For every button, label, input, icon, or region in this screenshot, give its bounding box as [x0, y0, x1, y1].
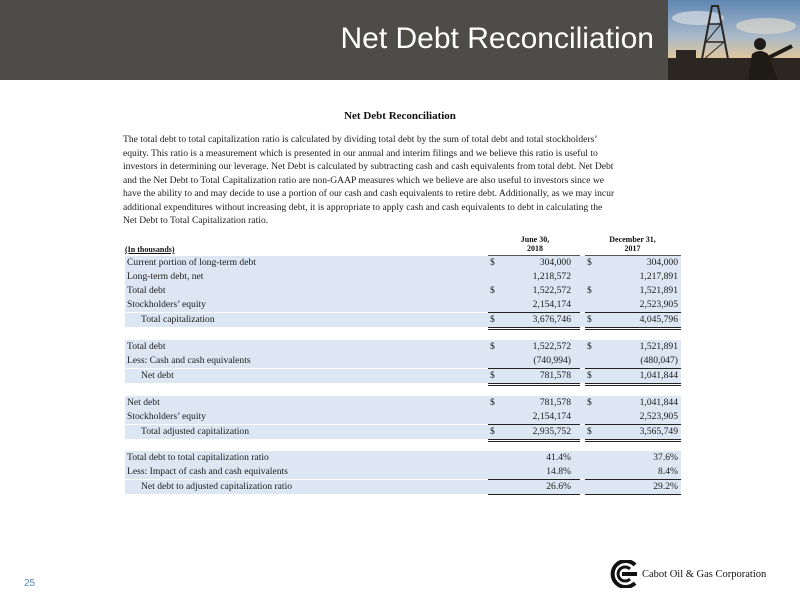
total-rule: [585, 385, 681, 386]
company-logo: [608, 560, 638, 588]
currency-sign: $: [490, 257, 495, 268]
total-rule: [488, 439, 580, 440]
value-december-2017: 2,523,905: [639, 299, 678, 310]
intro-line: The total debt to total capitalization ratio is calculated by dividing total debt by the sum of total debt and total stockholders’: [123, 134, 598, 145]
value-december-2017: 29.2%: [653, 481, 678, 492]
table-row: [125, 313, 681, 327]
currency-sign: $: [587, 285, 592, 296]
row-label: Stockholders’ equity: [127, 411, 206, 422]
total-rule: [585, 329, 681, 330]
table-row: [125, 451, 681, 465]
table-row: [125, 256, 681, 270]
currency-sign: $: [587, 314, 592, 325]
row-label: Total debt: [127, 341, 166, 352]
value-june-2018: 781,578: [539, 397, 571, 408]
row-label: Net debt: [127, 397, 160, 408]
value-december-2017: 1,041,844: [639, 370, 678, 381]
intro-paragraph: [123, 133, 683, 228]
value-december-2017: 2,523,905: [639, 411, 678, 422]
units-label: (In thousands): [125, 245, 175, 254]
table-row: [125, 284, 681, 298]
value-december-2017: 1,217,891: [639, 271, 678, 282]
value-december-2017: 3,565,749: [639, 426, 678, 437]
currency-sign: $: [490, 426, 495, 437]
row-label: Net debt to adjusted capitalization ratio: [141, 481, 293, 492]
cabot-logo-icon: [608, 560, 638, 588]
value-december-2017: (480,047): [640, 355, 678, 366]
table-row: [125, 369, 681, 383]
value-june-2018: 26.6%: [546, 481, 571, 492]
currency-sign: $: [490, 370, 495, 381]
row-label: Stockholders’ equity: [127, 299, 206, 310]
intro-line: investors in determining our leverage. Net Debt is calculated by subtracting cash and cash equivalents from total debt. Net Debt: [123, 161, 614, 172]
page-number: 25: [24, 578, 36, 589]
total-rule: [585, 383, 681, 384]
header-photo: [668, 0, 800, 80]
intro-line: and the Net Debt to Total Capitalization ratio are non-GAAP measures which we believe are also useful to investors since we: [123, 174, 605, 186]
table-row: [125, 354, 681, 368]
value-december-2017: 8.4%: [658, 466, 678, 477]
currency-sign: $: [587, 257, 592, 268]
currency-sign: $: [490, 285, 495, 296]
currency-sign: $: [490, 341, 495, 352]
value-june-2018: 2,154,174: [532, 299, 571, 310]
value-june-2018: 2,154,174: [532, 411, 571, 422]
column-header-december-2017: December 31, 2017: [609, 235, 656, 253]
currency-sign: $: [587, 397, 592, 408]
company-name: Cabot Oil & Gas Corporation: [642, 569, 767, 580]
value-december-2017: 304,000: [646, 257, 678, 268]
total-rule: [585, 494, 681, 495]
value-june-2018: 41.4%: [546, 452, 571, 463]
slide-title: Net Debt Reconciliation: [340, 22, 654, 55]
table-row: [125, 298, 681, 312]
value-june-2018: 1,218,572: [532, 271, 571, 282]
currency-sign: $: [587, 341, 592, 352]
intro-line: equity. This ratio is a measurement which is presented in our annual and interim filings and we believe this ratio is useful to: [123, 147, 598, 159]
intro-line: Net Debt to Total Capitalization ratio.: [123, 215, 269, 226]
value-june-2018: (740,994): [533, 355, 571, 366]
value-december-2017: 1,521,891: [639, 341, 678, 352]
row-label: Current portion of long-term debt: [127, 257, 256, 268]
slide-header-bar: [0, 0, 668, 80]
table-row: [125, 270, 681, 284]
total-rule: [488, 329, 580, 330]
value-december-2017: 4,045,796: [639, 314, 678, 325]
table-row: [125, 410, 681, 424]
row-label: Long-term debt, net: [127, 271, 204, 282]
table-row: [125, 340, 681, 354]
intro-line: additional expenditures without increasing debt, it is appropriate to apply cash and cash equivalents to debt in calculating the: [123, 201, 603, 213]
currency-sign: $: [490, 397, 495, 408]
row-label: Net debt: [141, 370, 174, 381]
row-label: Less: Impact of cash and cash equivalents: [127, 466, 288, 477]
value-june-2018: 3,676,746: [532, 314, 571, 325]
table-row: [125, 465, 681, 479]
value-december-2017: 37.6%: [653, 452, 678, 463]
total-rule: [585, 327, 681, 328]
value-june-2018: 2,935,752: [532, 426, 571, 437]
value-june-2018: 304,000: [539, 257, 571, 268]
currency-sign: $: [587, 370, 592, 381]
column-header-june-2018: June 30, 2018: [520, 235, 550, 253]
total-rule: [488, 327, 580, 328]
table-row: [125, 480, 681, 494]
currency-sign: $: [490, 314, 495, 325]
row-label: Total debt to total capitalization ratio: [127, 452, 269, 463]
row-label: Less: Cash and cash equivalents: [127, 355, 251, 366]
drilling-rig-image: [668, 0, 800, 80]
value-december-2017: 1,041,844: [639, 397, 678, 408]
total-rule: [488, 441, 580, 442]
row-label: Total adjusted capitalization: [141, 426, 250, 437]
value-december-2017: 1,521,891: [639, 285, 678, 296]
row-label: Total capitalization: [141, 314, 215, 325]
total-rule: [488, 385, 580, 386]
value-june-2018: 14.8%: [546, 466, 571, 477]
table-row: [125, 396, 681, 410]
row-label: Total debt: [127, 285, 166, 296]
total-rule: [488, 383, 580, 384]
table-row: [125, 425, 681, 439]
value-june-2018: 781,578: [539, 370, 571, 381]
total-rule: [585, 439, 681, 440]
currency-sign: $: [587, 426, 592, 437]
value-june-2018: 1,522,572: [532, 341, 571, 352]
document-title: Net Debt Reconciliation: [344, 110, 456, 122]
intro-line: have the ability to and may decide to use a portion of our cash and cash equivalents to retire debt. Additionally, as we may incur: [123, 188, 615, 199]
total-rule: [488, 494, 580, 495]
total-rule: [585, 441, 681, 442]
value-june-2018: 1,522,572: [532, 285, 571, 296]
